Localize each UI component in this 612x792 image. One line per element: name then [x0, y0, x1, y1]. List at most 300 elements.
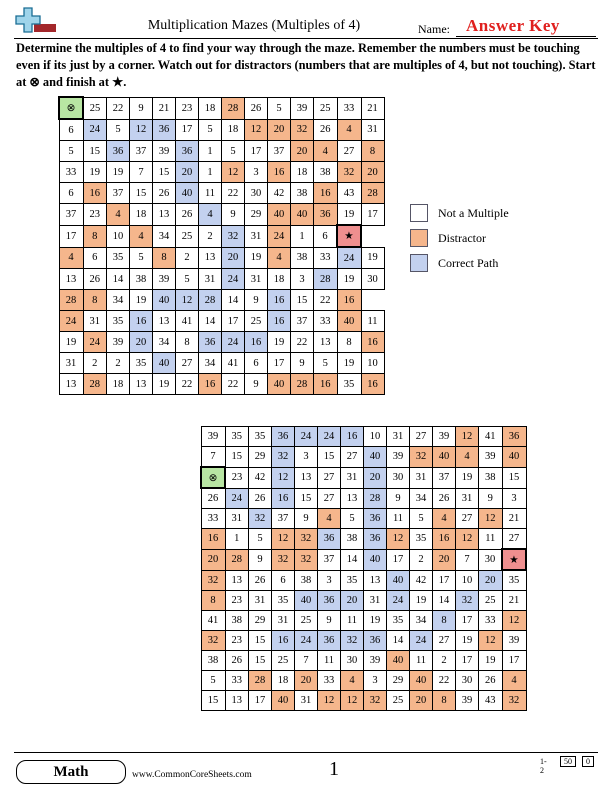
maze-cell: 6 — [272, 570, 295, 591]
maze-cell: 32 — [502, 691, 526, 711]
maze-grid-2 — [200, 426, 527, 711]
maze-cell: 9 — [245, 374, 268, 395]
maze-cell: 24 — [83, 332, 107, 353]
maze-cell: 16 — [199, 374, 222, 395]
maze-cell: 30 — [456, 671, 479, 691]
maze-cell: 21 — [502, 591, 526, 611]
maze-cell: 12 — [176, 290, 199, 311]
maze-cell: 39 — [291, 97, 314, 119]
maze-cell: 26 — [225, 651, 249, 671]
maze-cell: 37 — [433, 467, 456, 488]
maze-cell: 19 — [83, 162, 107, 183]
maze-cell: 11 — [479, 529, 503, 550]
maze-cell: 13 — [295, 467, 318, 488]
maze-cell: 31 — [245, 269, 268, 290]
maze-row — [201, 549, 526, 570]
legend-label: Not a Multiple — [438, 206, 509, 220]
site-url: www.CommonCoreSheets.com — [132, 770, 252, 780]
maze-cell: 36 — [364, 529, 387, 550]
maze-cell: 11 — [361, 311, 384, 332]
maze-cell: 26 — [245, 97, 268, 119]
maze-cell: 29 — [387, 671, 410, 691]
maze-cell: 5 — [199, 119, 222, 141]
maze-cell: 20 — [341, 591, 364, 611]
grade-code: 1-2 — [540, 757, 547, 775]
header-rule — [14, 38, 598, 39]
maze-cell: 32 — [201, 631, 225, 651]
maze-cell: 40 — [433, 447, 456, 468]
maze-cell: 33 — [337, 97, 361, 119]
maze-cell: 22 — [107, 97, 130, 119]
maze-cell: 37 — [268, 141, 291, 162]
maze-cell: 4 — [268, 247, 291, 269]
maze-cell: 26 — [153, 183, 176, 204]
maze-cell: 27 — [456, 509, 479, 529]
maze-cell: 35 — [130, 353, 153, 374]
maze-cell: 25 — [245, 311, 268, 332]
maze-cell: 16 — [245, 332, 268, 353]
maze-cell: 28 — [314, 269, 338, 290]
maze-cell: 31 — [295, 691, 318, 711]
maze-cell: 25 — [83, 97, 107, 119]
maze-cell: 21 — [502, 509, 526, 529]
maze-cell: 16 — [130, 311, 153, 332]
maze-cell: 19 — [245, 247, 268, 269]
maze-cell: 8 — [83, 225, 107, 247]
maze-empty — [361, 290, 384, 311]
maze-cell: 3 — [502, 488, 526, 509]
maze-cell: 40 — [387, 651, 410, 671]
maze-cell: 19 — [130, 290, 153, 311]
maze-cell: 20 — [268, 119, 291, 141]
maze-cell: 38 — [291, 247, 314, 269]
maze-cell: 32 — [295, 549, 318, 570]
maze-cell: 41 — [176, 311, 199, 332]
maze-cell: 28 — [364, 488, 387, 509]
maze-cell: 23 — [225, 591, 249, 611]
maze-cell: 17 — [433, 570, 456, 591]
maze-cell: 35 — [341, 570, 364, 591]
maze-cell: 16 — [361, 374, 384, 395]
maze-cell: 4 — [456, 447, 479, 468]
maze-cell: 37 — [130, 141, 153, 162]
maze-cell: 19 — [479, 651, 503, 671]
maze-cell: 40 — [153, 353, 176, 374]
legend-swatch-blue — [410, 254, 428, 272]
maze-cell: 33 — [479, 611, 503, 631]
maze-cell: 40 — [364, 447, 387, 468]
maze-cell: 22 — [222, 183, 245, 204]
maze-cell: 13 — [225, 570, 249, 591]
maze-row — [59, 353, 384, 374]
maze-cell: 1 — [225, 529, 249, 550]
maze-cell: 2 — [410, 549, 433, 570]
maze-cell: 23 — [225, 467, 249, 488]
maze-cell: 16 — [268, 162, 291, 183]
maze-cell: 30 — [361, 269, 384, 290]
maze-cell: 15 — [318, 447, 341, 468]
maze-cell: 19 — [337, 204, 361, 226]
maze-cell: 32 — [364, 691, 387, 711]
maze-cell: 37 — [272, 509, 295, 529]
maze-cell: 29 — [245, 204, 268, 226]
maze-cell: 22 — [291, 332, 314, 353]
score-box-b: 0 — [582, 756, 594, 767]
maze-cell: 33 — [201, 509, 225, 529]
maze-cell: 29 — [249, 611, 272, 631]
maze-cell: 4 — [59, 247, 83, 269]
maze-cell: 13 — [153, 204, 176, 226]
maze-cell: 19 — [337, 269, 361, 290]
maze-cell: 1 — [199, 141, 222, 162]
maze-cell: 24 — [83, 119, 107, 141]
maze-cell: 25 — [479, 591, 503, 611]
maze-cell: 12 — [456, 427, 479, 447]
maze-cell: 24 — [222, 269, 245, 290]
maze-cell: 17 — [502, 651, 526, 671]
maze-cell: 39 — [502, 631, 526, 651]
maze-cell: 38 — [295, 570, 318, 591]
maze-cell: 14 — [387, 631, 410, 651]
instructions: Determine the multiples of 4 to find your way through the maze. Remember the numbers must be touching even if its just by a corner. Watch out for distractors (numbers that are multiples of 4, but not touching). Start at ⊗ and finish at ★. — [16, 41, 596, 89]
maze-cell: 21 — [361, 97, 384, 119]
maze-cell: 30 — [245, 183, 268, 204]
maze-cell: 39 — [479, 447, 503, 468]
maze-cell: 16 — [268, 290, 291, 311]
maze-cell: 20 — [361, 162, 384, 183]
maze-cell: 38 — [225, 611, 249, 631]
maze-cell: 4 — [337, 119, 361, 141]
maze-row — [201, 611, 526, 631]
maze-cell: 31 — [245, 225, 268, 247]
maze-cell: 13 — [364, 570, 387, 591]
maze-cell: 31 — [249, 591, 272, 611]
maze-cell: 16 — [83, 183, 107, 204]
maze-cell: 11 — [318, 651, 341, 671]
maze-cell: 28 — [199, 290, 222, 311]
maze-cell: 39 — [153, 269, 176, 290]
maze-cell: 15 — [130, 183, 153, 204]
maze-cell: 5 — [201, 671, 225, 691]
maze-cell: 26 — [314, 119, 338, 141]
maze-cell: 24 — [59, 311, 83, 332]
maze-cell: 33 — [314, 311, 338, 332]
maze-cell: 4 — [199, 204, 222, 226]
maze-cell: 40 — [291, 204, 314, 226]
maze-cell: 26 — [433, 488, 456, 509]
maze-cell: 12 — [272, 467, 295, 488]
maze-row — [59, 290, 384, 311]
maze-cell: 43 — [479, 691, 503, 711]
maze-cell: 36 — [107, 141, 130, 162]
legend-label: Correct Path — [438, 256, 499, 270]
maze-cell: 16 — [268, 311, 291, 332]
maze-cell: 24 — [410, 631, 433, 651]
maze-cell: 19 — [364, 611, 387, 631]
maze-cell: 8 — [153, 247, 176, 269]
maze-cell: 9 — [291, 353, 314, 374]
maze-cell: 5 — [341, 509, 364, 529]
maze-cell: 16 — [314, 183, 338, 204]
subject-badge: Math — [16, 760, 126, 784]
maze-cell: 8 — [201, 591, 225, 611]
maze-row — [59, 204, 384, 226]
maze-cell: 18 — [268, 269, 291, 290]
maze-finish-cell: ★ — [502, 549, 526, 570]
maze-cell: 32 — [249, 509, 272, 529]
maze-cell: 33 — [225, 671, 249, 691]
maze-cell: 40 — [295, 591, 318, 611]
maze-cell: 27 — [318, 467, 341, 488]
maze-cell: 8 — [337, 332, 361, 353]
maze-cell: 24 — [225, 488, 249, 509]
maze-cell: 41 — [222, 353, 245, 374]
maze-cell: 10 — [107, 225, 130, 247]
maze-cell: 36 — [314, 204, 338, 226]
maze-cell: 9 — [222, 204, 245, 226]
maze-cell: 17 — [176, 119, 199, 141]
maze-cell: 16 — [272, 631, 295, 651]
maze-cell: 17 — [222, 311, 245, 332]
maze-cell: 12 — [456, 529, 479, 550]
maze-cell: 36 — [318, 631, 341, 651]
maze-cell: 28 — [291, 374, 314, 395]
maze-cell: 13 — [199, 247, 222, 269]
maze-cell: 32 — [337, 162, 361, 183]
maze-cell: 32 — [295, 529, 318, 550]
maze-row — [201, 509, 526, 529]
maze-cell: 26 — [249, 488, 272, 509]
maze-finish-cell: ★ — [337, 225, 361, 247]
maze-cell: 22 — [176, 374, 199, 395]
maze-cell: 27 — [433, 631, 456, 651]
maze-cell: 30 — [341, 651, 364, 671]
maze-cell: 19 — [410, 591, 433, 611]
maze-cell: 32 — [272, 447, 295, 468]
maze-cell: 15 — [502, 467, 526, 488]
maze-cell: 3 — [295, 447, 318, 468]
maze-cell: 34 — [153, 332, 176, 353]
maze-cell: 27 — [318, 488, 341, 509]
maze-cell: 27 — [341, 447, 364, 468]
maze-cell: 6 — [59, 183, 83, 204]
maze-cell: 1 — [291, 225, 314, 247]
maze-cell: 10 — [364, 427, 387, 447]
maze-cell: 17 — [387, 549, 410, 570]
maze-cell: 8 — [433, 691, 456, 711]
maze-row — [59, 247, 384, 269]
maze-cell: 20 — [433, 549, 456, 570]
maze-cell: 8 — [176, 332, 199, 353]
maze-cell: 39 — [456, 691, 479, 711]
maze-cell: 8 — [361, 141, 384, 162]
maze-cell: 26 — [83, 269, 107, 290]
maze-cell: 35 — [107, 311, 130, 332]
maze-cell: 38 — [291, 183, 314, 204]
maze-cell: 35 — [272, 591, 295, 611]
maze-cell: 9 — [130, 97, 153, 119]
answer-key-label: Answer Key — [466, 16, 560, 35]
maze-cell: 38 — [314, 162, 338, 183]
maze-cell: 27 — [502, 529, 526, 550]
maze-cell: 18 — [222, 119, 245, 141]
maze-cell: 40 — [502, 447, 526, 468]
maze-cell: 14 — [222, 290, 245, 311]
maze-cell: 40 — [268, 374, 291, 395]
maze-cell: 34 — [410, 611, 433, 631]
maze-cell: 9 — [249, 549, 272, 570]
maze-row — [59, 311, 384, 332]
maze-cell: 20 — [222, 247, 245, 269]
maze-cell: 3 — [364, 671, 387, 691]
maze-cell: 11 — [199, 183, 222, 204]
maze-cell: 43 — [337, 183, 361, 204]
maze-cell: 42 — [268, 183, 291, 204]
page-number: 1 — [329, 758, 339, 780]
maze-cell: 16 — [341, 427, 364, 447]
maze-cell: 16 — [201, 529, 225, 550]
maze-cell: 32 — [222, 225, 245, 247]
maze-cell: 38 — [479, 467, 503, 488]
maze-cell: 14 — [341, 549, 364, 570]
legend-swatch-orange — [410, 229, 428, 247]
maze-start-cell: ⊗ — [59, 97, 83, 119]
maze-cell: 12 — [245, 119, 268, 141]
maze-cell: 35 — [502, 570, 526, 591]
maze-cell: 11 — [341, 611, 364, 631]
maze-cell: 31 — [410, 467, 433, 488]
maze-cell: 34 — [153, 225, 176, 247]
maze-cell: 20 — [295, 671, 318, 691]
name-line — [456, 36, 596, 37]
maze-cell: 11 — [410, 651, 433, 671]
maze-cell: 8 — [83, 290, 107, 311]
maze-cell: 12 — [502, 611, 526, 631]
maze-cell: 17 — [245, 141, 268, 162]
maze-row — [59, 332, 384, 353]
maze-cell: 28 — [59, 290, 83, 311]
maze-cell: 5 — [249, 529, 272, 550]
maze-cell: 16 — [337, 290, 361, 311]
maze-cell: 31 — [456, 488, 479, 509]
maze-cell: 31 — [364, 591, 387, 611]
maze-cell: 23 — [83, 204, 107, 226]
maze-cell: 12 — [479, 631, 503, 651]
maze-cell: 36 — [318, 591, 341, 611]
maze-row — [59, 225, 384, 247]
maze-cell: 39 — [387, 447, 410, 468]
maze-cell: 2 — [176, 247, 199, 269]
maze-cell: 20 — [479, 570, 503, 591]
maze-cell: 15 — [83, 141, 107, 162]
maze-cell: 22 — [222, 374, 245, 395]
maze-cell: 35 — [107, 247, 130, 269]
maze-cell: 16 — [314, 374, 338, 395]
maze-grid-1 — [58, 96, 385, 395]
maze-cell: 19 — [361, 247, 384, 269]
maze-cell: 27 — [337, 141, 361, 162]
maze-cell: 24 — [295, 631, 318, 651]
maze-cell: 32 — [410, 447, 433, 468]
maze-cell: 2 — [107, 353, 130, 374]
maze-cell: 12 — [387, 529, 410, 550]
maze-empty — [361, 225, 384, 247]
maze-cell: 13 — [130, 374, 153, 395]
maze-cell: 35 — [410, 529, 433, 550]
maze-cell: 33 — [314, 247, 338, 269]
maze-cell: 40 — [387, 570, 410, 591]
maze-cell: 19 — [337, 353, 361, 374]
maze-cell: 17 — [268, 353, 291, 374]
maze-cell: 42 — [249, 467, 272, 488]
maze-cell: 37 — [107, 183, 130, 204]
maze-cell: 11 — [387, 509, 410, 529]
maze-cell: 10 — [361, 353, 384, 374]
maze-cell: 13 — [341, 488, 364, 509]
maze-cell: 36 — [272, 427, 295, 447]
maze-cell: 19 — [268, 332, 291, 353]
maze-cell: 37 — [59, 204, 83, 226]
maze-row — [59, 374, 384, 395]
maze-cell: 14 — [107, 269, 130, 290]
maze-cell: 4 — [433, 509, 456, 529]
maze-cell: 28 — [225, 549, 249, 570]
maze-cell: 40 — [176, 183, 199, 204]
maze-cell: 9 — [479, 488, 503, 509]
maze-cell: 5 — [107, 119, 130, 141]
maze-cell: 12 — [479, 509, 503, 529]
maze-cell: 7 — [456, 549, 479, 570]
maze-row — [59, 183, 384, 204]
maze-cell: 1 — [199, 162, 222, 183]
maze-cell: 40 — [410, 671, 433, 691]
maze-cell: 31 — [225, 509, 249, 529]
maze-cell: 40 — [268, 204, 291, 226]
maze-cell: 9 — [318, 611, 341, 631]
maze-cell: 39 — [153, 141, 176, 162]
maze-cell: 41 — [201, 611, 225, 631]
maze-cell: 13 — [59, 269, 83, 290]
maze-cell: 17 — [456, 611, 479, 631]
maze-row — [59, 141, 384, 162]
maze-cell: 33 — [318, 671, 341, 691]
name-label: Name: — [418, 22, 450, 36]
maze-cell: 36 — [153, 119, 176, 141]
maze-cell: 26 — [201, 488, 225, 509]
maze-cell: 6 — [314, 225, 338, 247]
maze-cell: 31 — [83, 311, 107, 332]
maze-row — [201, 529, 526, 550]
maze-cell: 31 — [272, 611, 295, 631]
maze-cell: 12 — [341, 691, 364, 711]
maze-cell: 36 — [364, 509, 387, 529]
maze-cell: 37 — [318, 549, 341, 570]
maze-row — [59, 119, 384, 141]
maze-cell: 26 — [176, 204, 199, 226]
maze-row — [201, 651, 526, 671]
maze-cell: 3 — [291, 269, 314, 290]
maze-cell: 38 — [130, 269, 153, 290]
maze-cell: 15 — [291, 290, 314, 311]
maze-cell: 24 — [337, 247, 361, 269]
maze-cell: 33 — [59, 162, 83, 183]
maze-cell: 16 — [433, 529, 456, 550]
maze-cell: 19 — [59, 332, 83, 353]
maze-cell: 12 — [318, 691, 341, 711]
maze-cell: 5 — [222, 141, 245, 162]
maze-cell: 32 — [272, 549, 295, 570]
maze-cell: 7 — [130, 162, 153, 183]
